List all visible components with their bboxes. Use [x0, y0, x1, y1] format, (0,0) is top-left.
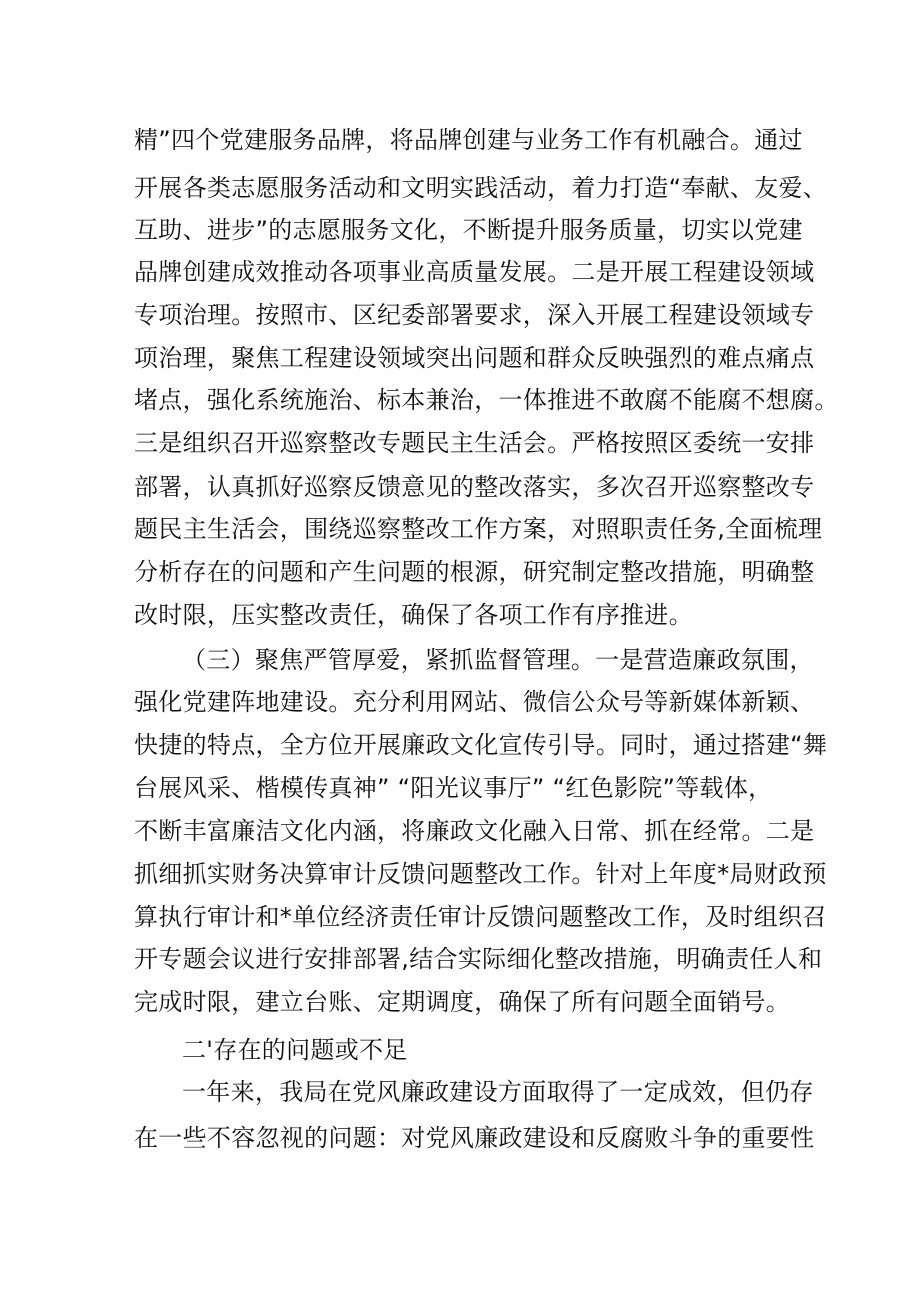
body-line: 堵点，强化系统施治、标本兼治，一体推进不敢腐不能腐不想腐。 [134, 386, 839, 414]
body-line: 改时限，压实整改责任，确保了各项工作有序推进。 [134, 601, 693, 629]
body-line: 项治理，聚焦工程建设领域突出问题和群众反映强烈的难点痛点 [134, 344, 815, 372]
body-line: 算执行审计和*单位经济责任审计反馈问题整改工作，及时组织召 [134, 903, 827, 931]
body-line: 抓细抓实财务决算审计反馈问题整改工作。针对上年度*局财政预 [134, 860, 827, 888]
body-line: 专项治理。按照市、区纪委部署要求，深入开展工程建设领域专 [134, 301, 815, 329]
body-line: 一年来，我局在党风廉政建设方面取得了一定成效，但仍存 [182, 1078, 814, 1106]
body-line: 三是组织召开巡察整改专题民主生活会。严格按照区委统一安排 [134, 429, 815, 457]
section-heading-2: 二'存在的问题或不足 [182, 1036, 408, 1064]
body-line: 完成时限，建立台账、定期调度，确保了所有问题全面销号。 [134, 988, 791, 1016]
section-heading-3: （三）聚焦严管厚爱，紧抓监督管理。一是营造廉政氛围， [182, 646, 814, 674]
body-line: 快捷的特点，全方位开展廉政文化宣传引导。同时，通过搭建“舞 [134, 731, 828, 759]
body-line: 精”四个党建服务品牌，将品牌创建与业务工作有机融合。通过 [134, 126, 803, 154]
body-line: 开专题会议进行安排部署,结合实际细化整改措施，明确责任人和 [134, 945, 823, 973]
body-line: 开展各类志愿服务活动和文明实践活动，着力打造“奉献、友爱、 [134, 174, 828, 202]
body-line: 品牌创建成效推动各项事业高质量发展。二是开展工程建设领域 [134, 258, 815, 286]
body-line: 互助、进步”的志愿服务文化，不断提升服务质量，切实以党建 [134, 216, 803, 244]
body-line: 在一些不容忽视的问题：对党风廉政建设和反腐败斗争的重要性 [134, 1124, 815, 1152]
body-line: 台展风采、楷模传真神” “阳光议事厅” “红色影院”等载体， [134, 774, 773, 802]
body-line: 部署，认真抓好巡察反馈意见的整改落实，多次召开巡察整改专 [134, 473, 815, 501]
body-line: 不断丰富廉洁文化内涵，将廉政文化融入日常、抓在经常。二是 [134, 817, 815, 845]
body-line: 题民主生活会，围绕巡察整改工作方案，对照职责任务,全面梳理 [134, 515, 823, 543]
body-line: 分析存在的问题和产生问题的根源，研究制定整改措施，明确整 [134, 558, 815, 586]
body-line: 强化党建阵地建设。充分利用网站、微信公众号等新媒体新颖、 [134, 688, 815, 716]
